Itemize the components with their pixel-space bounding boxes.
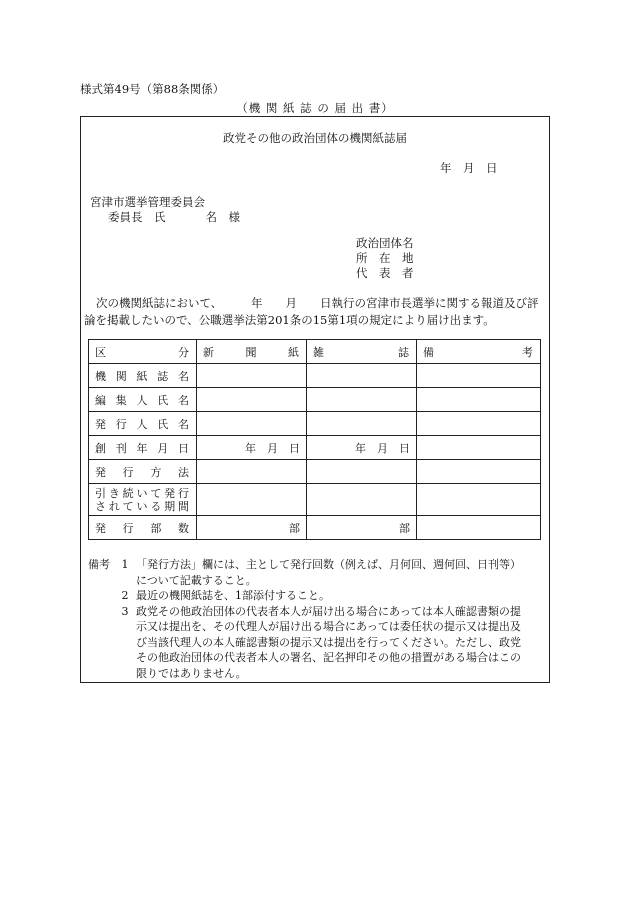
note-item	[88, 557, 526, 588]
header-category: 区 分	[89, 340, 197, 364]
applicant-org-label: 政治団体名	[356, 236, 414, 250]
table-row	[89, 436, 541, 460]
cell-newspaper[interactable]: 年 月 日	[197, 436, 307, 460]
table-row	[89, 484, 541, 516]
row-label: 発行部数	[89, 516, 197, 540]
table-row	[89, 460, 541, 484]
cell-remarks[interactable]	[417, 388, 541, 412]
cell-magazine[interactable]	[307, 388, 417, 412]
form-title: 政党その他の政治団体の機関紙誌届	[223, 131, 407, 145]
cell-magazine[interactable]	[307, 460, 417, 484]
table-header-row	[89, 340, 541, 364]
applicant-address-label: 所 在 地	[356, 251, 414, 265]
note-text: 「発行方法」欄には、主として発行回数（例えば、月何回、週何回、日刊等）について記載すること。	[136, 558, 521, 587]
table-row	[89, 388, 541, 412]
addressee-suffix: 名 様	[205, 210, 240, 224]
cell-magazine[interactable]: 部	[307, 516, 417, 540]
cell-newspaper[interactable]	[197, 388, 307, 412]
addressee-role: 委員長 氏	[108, 210, 166, 224]
cell-remarks[interactable]	[417, 412, 541, 436]
note-number: 2	[121, 589, 129, 602]
row-label: 引き続いて発行されている期間	[89, 484, 197, 516]
row-label: 創刊年月日	[89, 436, 197, 460]
cell-magazine[interactable]: 年 月 日	[307, 436, 417, 460]
header-newspaper: 新 聞 紙	[197, 340, 307, 364]
notes-heading: 備考	[88, 558, 110, 571]
applicant-block	[356, 236, 414, 281]
cell-newspaper[interactable]	[197, 484, 307, 516]
addressee-name-line	[108, 209, 240, 225]
cell-magazine[interactable]	[307, 364, 417, 388]
cell-newspaper[interactable]	[197, 460, 307, 484]
note-number: 1	[121, 558, 129, 571]
cell-newspaper[interactable]	[197, 364, 307, 388]
cell-remarks[interactable]	[417, 436, 541, 460]
cell-remarks[interactable]	[417, 516, 541, 540]
note-text: 政党その他政治団体の代表者本人が届け出る場合にあっては本人確認書類の提示又は提出を、その代理人が届け出る場合にあっては委任状の提示又は提出及び当該代理人の本人確認書類の提示又は提出を行ってください。ただし、政党その他政治団体の代表者本人の署名、記名押印その他の措置がある場合はこの限りではありません。	[136, 604, 521, 680]
cell-remarks[interactable]	[417, 364, 541, 388]
table-row	[89, 516, 541, 540]
cell-newspaper[interactable]: 部	[197, 516, 307, 540]
addressee: 宮津市選挙管理委員会	[90, 195, 205, 209]
note-number: 3	[121, 604, 129, 618]
publication-table	[88, 339, 541, 540]
row-label: 編集人氏名	[89, 388, 197, 412]
table-row	[89, 412, 541, 436]
cell-newspaper[interactable]	[197, 412, 307, 436]
header-magazine: 雑 誌	[307, 340, 417, 364]
table-row	[89, 364, 541, 388]
form-subtitle: （機 関 紙 誌 の 届 出 書）	[236, 101, 394, 115]
cell-magazine[interactable]	[307, 484, 417, 516]
notes	[88, 557, 526, 681]
cell-magazine[interactable]	[307, 412, 417, 436]
note-item	[88, 588, 526, 604]
cell-remarks[interactable]	[417, 460, 541, 484]
note-item	[88, 604, 526, 682]
submission-date: 年 月 日	[440, 161, 498, 175]
body-text: 次の機関紙誌において、 年 月 日執行の宮津市長選挙に関する報道及び評論を掲載したいので、公職選挙法第201条の15第1項の規定により届け出ます。	[84, 296, 539, 327]
row-label: 発行人氏名	[89, 412, 197, 436]
header-remarks: 備 考	[417, 340, 541, 364]
applicant-representative-label: 代 表 者	[356, 266, 414, 280]
form-number: 様式第49号（第88条関係）	[80, 82, 225, 96]
row-label: 発行方法	[89, 460, 197, 484]
note-text: 最近の機関紙誌を、1部添付すること。	[136, 589, 330, 602]
cell-remarks[interactable]	[417, 484, 541, 516]
row-label: 機関紙誌名	[89, 364, 197, 388]
